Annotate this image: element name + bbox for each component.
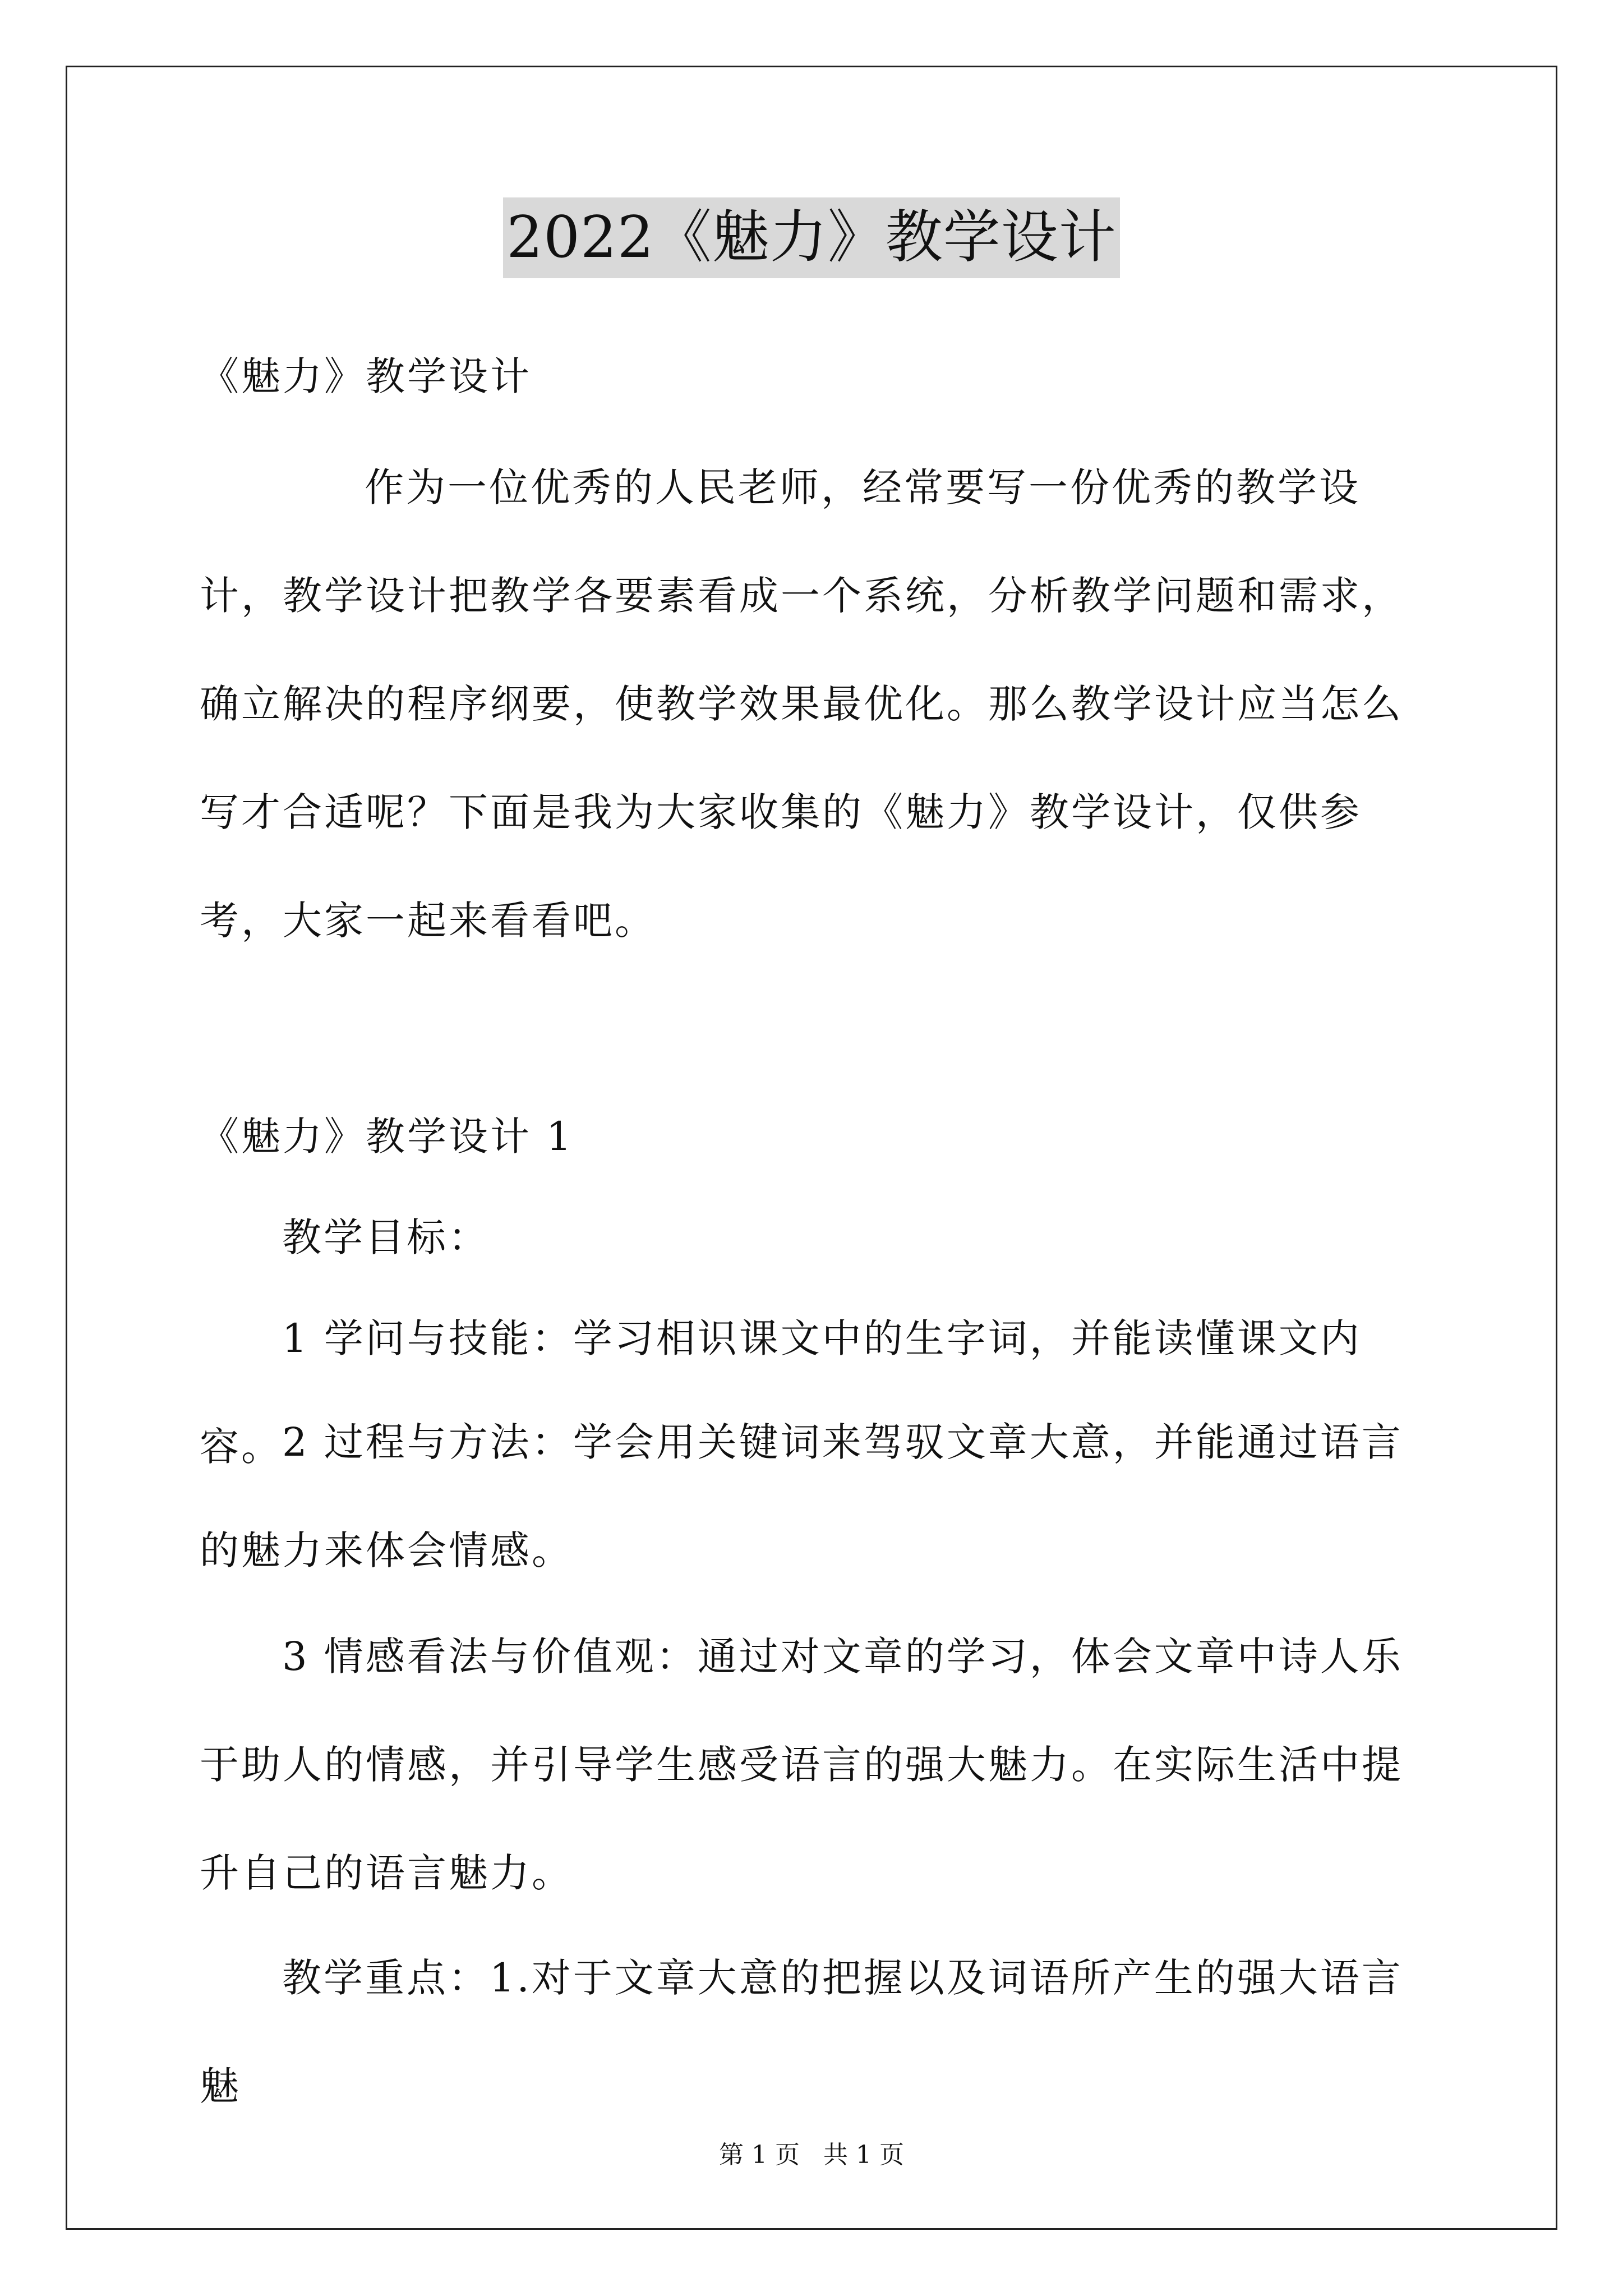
section-heading: 《魅力》教学设计 1 [200, 1114, 574, 1159]
objective-item-1: 1 学问与技能：学习相识课文中的生字词，并能读懂课文内容。 [200, 1315, 1362, 1470]
document-title: 2022《魅力》教学设计 [503, 197, 1120, 278]
page-number: 第 1 页 [719, 2141, 800, 2169]
objectives-label: 教学目标： [282, 1214, 490, 1260]
document-subtitle: 《魅力》教学设计 [200, 353, 532, 399]
objective-item-3: 3 情感看法与价值观：通过对文章的学习，体会文章中诗人乐于助人的情感，并引导学生感受语言的强大魅力。在实际生活中提升自己的语言魅力。 [200, 1634, 1403, 1896]
intro-paragraph: 作为一位优秀的人民老师，经常要写一份优秀的教学设计，教学设计把教学各要素看成一个系统，分析教学问题和需求，确立解决的程序纲要，使教学效果最优化。那么教学设计应当怎么写才合适呢？下面是我为大家收集的《魅力》教学设计，仅供参考，大家一起来看看吧。 [200, 464, 1403, 944]
key-points-paragraph: 教学重点：1.对于文章大意的把握以及词语所产生的强大语言魅 [200, 1955, 1403, 2109]
page-footer [0, 2138, 1623, 2172]
objective-item-2: 2 过程与方法：学会用关键词来驾驭文章大意，并能通过语言的魅力来体会情感。 [200, 1419, 1403, 1573]
title-container [0, 197, 1623, 278]
page-total: 共 1 页 [823, 2141, 904, 2169]
